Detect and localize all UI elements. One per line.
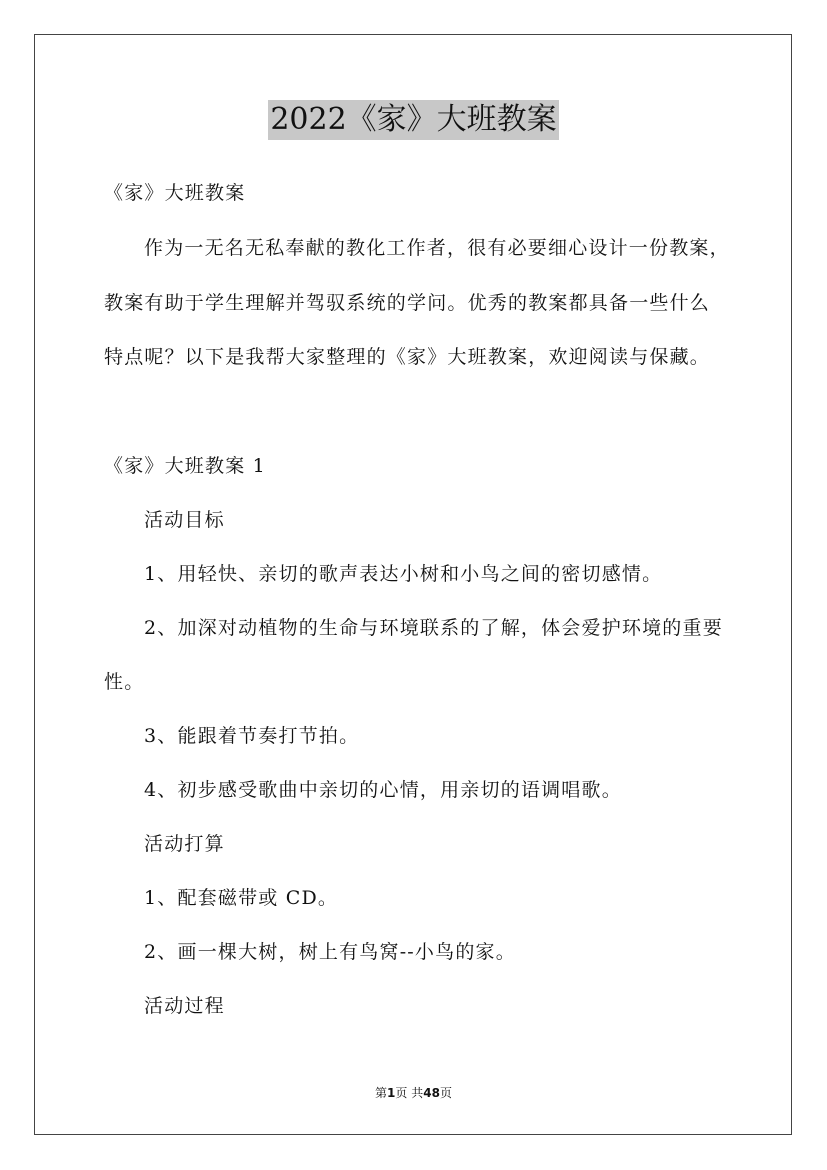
page-footer — [0, 1085, 827, 1101]
list-item: 2、加深对动植物的生命与环境联系的了解，体会爱护环境的重要 — [144, 617, 723, 639]
footer-suffix: 页 — [439, 1086, 452, 1100]
list-item: 3、能跟着节奏打节拍。 — [144, 725, 360, 747]
paragraph-line: 作为一无名无私奉献的教化工作者，很有必要细心设计一份教案， — [144, 237, 730, 259]
current-page-number: 1 — [387, 1086, 396, 1100]
document-title: 2022《家》大班教案 — [268, 100, 558, 140]
subheading: 活动过程 — [144, 995, 225, 1017]
subheading: 活动打算 — [144, 833, 225, 855]
footer-prefix: 第 — [375, 1086, 388, 1100]
section-heading: 《家》大班教案 — [104, 182, 246, 204]
list-item: 1、配套磁带或 CD。 — [144, 887, 339, 909]
paragraph-line: 教案有助于学生理解并驾驭系统的学问。优秀的教案都具备一些什么 — [104, 292, 711, 314]
total-page-count: 48 — [423, 1086, 440, 1100]
paragraph-line: 特点呢？以下是我帮大家整理的《家》大班教案，欢迎阅读与保藏。 — [104, 346, 711, 368]
title-container — [0, 100, 827, 140]
subheading: 活动目标 — [144, 509, 225, 531]
footer-middle: 页 共 — [395, 1086, 424, 1100]
section-heading: 《家》大班教案 1 — [104, 455, 266, 477]
list-item: 2、画一棵大树，树上有鸟窝--小鸟的家。 — [144, 941, 516, 963]
list-item-continuation: 性。 — [104, 671, 145, 693]
list-item: 4、初步感受歌曲中亲切的心情，用亲切的语调唱歌。 — [144, 779, 622, 801]
list-item: 1、用轻快、亲切的歌声表达小树和小鸟之间的密切感情。 — [144, 563, 663, 585]
